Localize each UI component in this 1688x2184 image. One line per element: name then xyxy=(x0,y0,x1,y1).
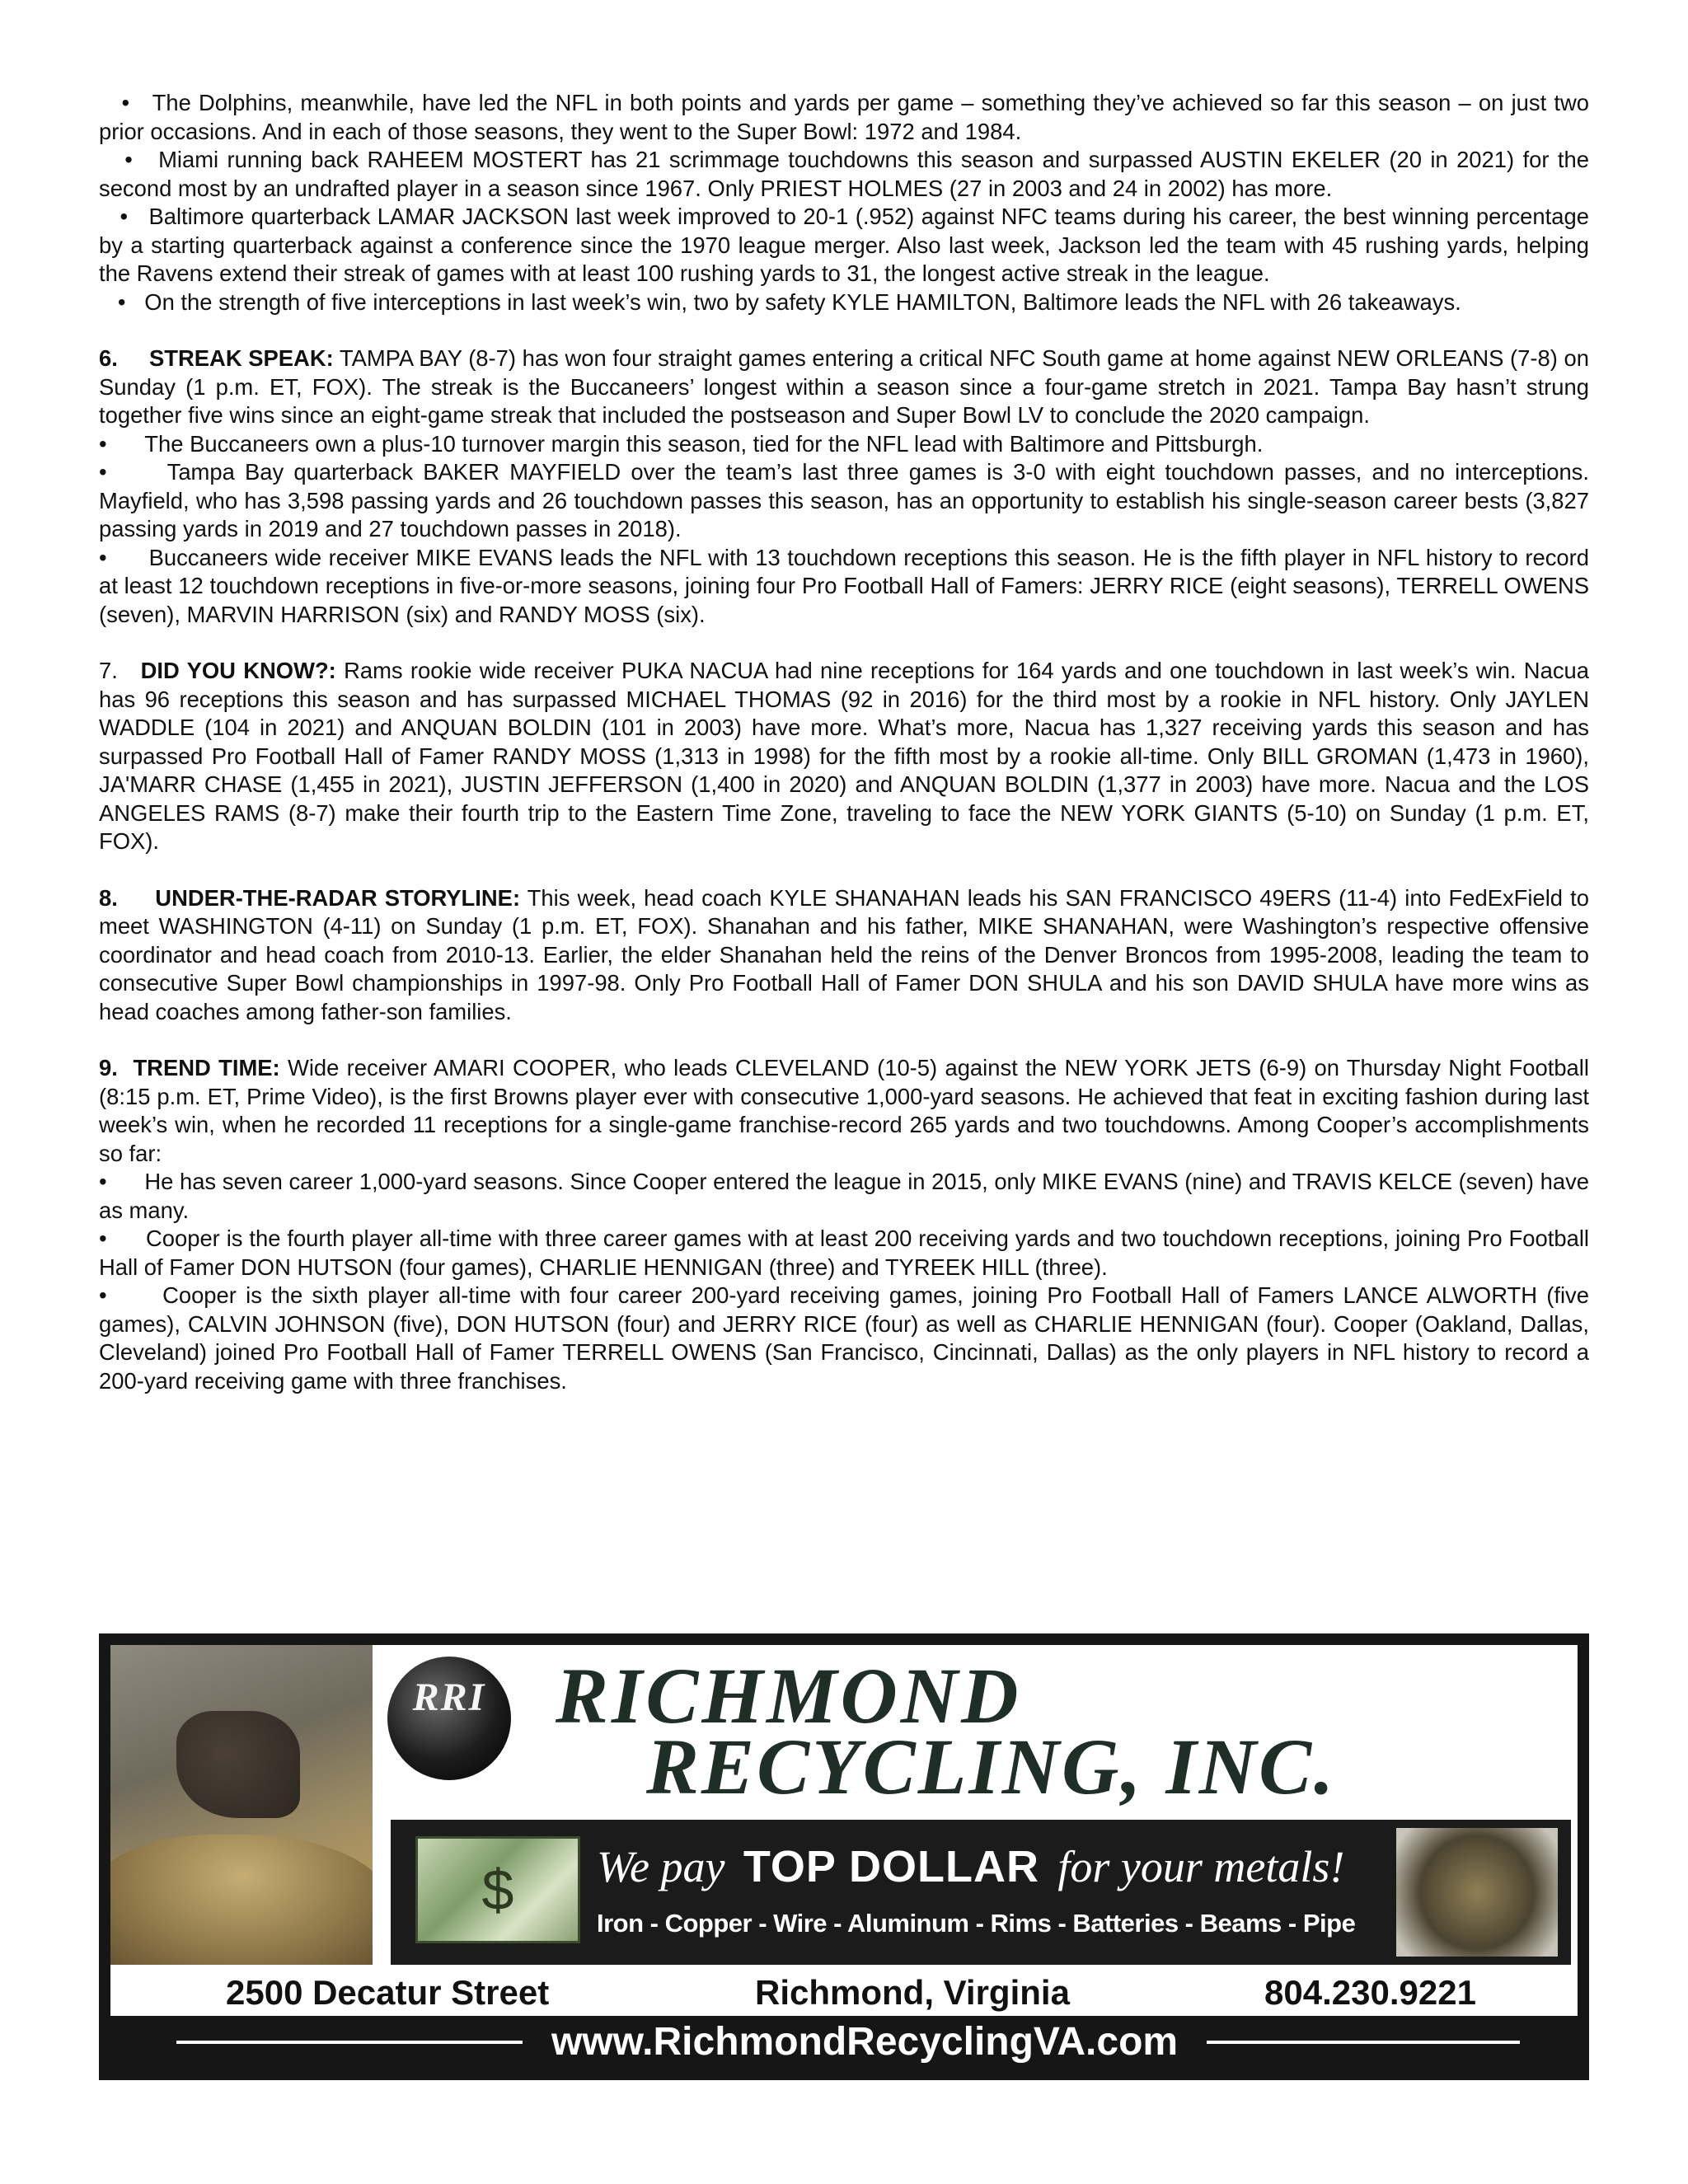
section-body: Wide receiver AMARI COOPER, who leads CLEVELAND (10-5) against the NEW YORK JETS (6-9) on Thursday Night Football (8:15 p.m. ET, Prime Video), is the first Browns player ever with consecutive 1,000-yard seasons. He achieved that feat in exciting fashion during last week’s win, when he recorded 11 receptions for a single-game franchise-record 265 yards and two touchdowns. Among Cooper’s accomplishments so far: xyxy=(99,1055,1589,1166)
city: Richmond, Virginia xyxy=(755,1973,1070,2012)
tagline-post: for your metals! xyxy=(1057,1842,1345,1891)
money-stack-icon: $ xyxy=(481,1858,514,1922)
divider xyxy=(176,2041,523,2044)
claw-icon xyxy=(176,1711,300,1818)
money-stack-photo xyxy=(415,1836,580,1943)
list-item: • Baltimore quarterback LAMAR JACKSON last week improved to 20-1 (.952) against NFC teams during his career, the best winning percentage by a starting quarterback against a conference since the 1970 league merger. Also last week, Jackson led the team with 45 rushing yards, helping the Ravens extend their streak of games with at least 100 rushing yards to 31, the longest active streak in the league. xyxy=(99,204,1589,286)
section-8 xyxy=(99,884,1589,1027)
section-heading: STREAK SPEAK: xyxy=(149,345,334,371)
scrap-metal-photo xyxy=(1396,1828,1558,1957)
list-item: • The Dolphins, meanwhile, have led the NFL in both points and yards per game – something they’ve achieved so far this season – on just two prior occasions. And in each of those seasons, they went to the Super Bowl: 1972 and 1984. xyxy=(99,90,1589,144)
contact-row xyxy=(110,1973,1578,2014)
section-paragraph xyxy=(99,1054,1589,1168)
bullet-icon: • xyxy=(99,1169,107,1194)
section-number: 9. xyxy=(99,1055,118,1080)
intro-bullets xyxy=(99,89,1589,316)
tagline-pre: We pay xyxy=(597,1842,725,1891)
company-name xyxy=(523,1650,1578,1811)
bullet-icon: • xyxy=(120,204,129,229)
tagline-top-dollar: TOP DOLLAR xyxy=(743,1842,1039,1891)
list-item: • On the strength of five interceptions in last week’s win, two by safety KYLE HAMILTON, Baltimore leads the NFL with 26 takeaways. xyxy=(117,288,1461,315)
bullet-icon: • xyxy=(99,544,107,570)
section-7 xyxy=(99,657,1589,856)
section-body: TAMPA BAY (8-7) has won four straight games entering a critical NFC South game at home against NEW ORLEANS (7-8) on Sunday (1 p.m. ET, FOX). The streak is the Buccaneers’ longest within a season since a four-game stretch in 2021. Tampa Bay hasn’t strung together five wins since an eight-game streak that included the postseason and Super Bowl LV to conclude the 2020 campaign. xyxy=(99,345,1589,428)
section-paragraph xyxy=(99,884,1589,1027)
bullet-icon: • xyxy=(99,1226,107,1251)
list-item: • The Buccaneers own a plus-10 turnover margin this season, tied for the NFL lead with Baltimore and Pittsburgh. xyxy=(99,430,1264,457)
section-9 xyxy=(99,1054,1589,1395)
phone-number: 804.230.9221 xyxy=(1264,1973,1476,2012)
list-item: • Cooper is the sixth player all-time with four career 200-yard receiving games, joining Pro Football Hall of Famers LANCE ALWORTH (five games), CALVIN JOHNSON (five), DON HUTSON (four) and JERRY RICE (four) as well as CHARLIE HENNIGAN (four). Cooper (Oakland, Dallas, Cleveland) joined Pro Football Hall of Famer TERRELL OWENS (San Francisco, Cincinnati, Dallas) as the only players in NFL history to record a 200-yard receiving game with three franchises. xyxy=(99,1282,1589,1394)
article-body xyxy=(99,89,1589,1395)
list-item: • Buccaneers wide receiver MIKE EVANS leads the NFL with 13 touchdown receptions this season. He is the fifth player in NFL history to record at least 12 touchdown receptions in five-or-more seasons, joining four Pro Football Hall of Famers: JERRY RICE (eight seasons), TERRELL OWENS (seven), MARVIN HARRISON (six) and RANDY MOSS (six). xyxy=(99,544,1590,627)
tagline-strip xyxy=(391,1820,1571,1965)
section-body: This week, head coach KYLE SHANAHAN leads his SAN FRANCISCO 49ERS (11-4) into FedExField to meet WASHINGTON (4-11) on Sunday (1 p.m. ET, FOX). Shanahan and his father, MIKE SHANAHAN, were Washington’s respective offensive coordinator and head coach from 2010-13. Earlier, the elder Shanahan held the reins of the Denver Broncos from 1995-2008, leading the team to consecutive Super Bowl championships in 1997-98. Only Pro Football Hall of Famer DON SHULA and his son DAVID SHULA have more wins as head coaches among father-son families. xyxy=(99,884,1589,1024)
section-heading: TREND TIME: xyxy=(133,1055,280,1080)
bullet-icon: • xyxy=(99,1282,107,1308)
section-body: Rams rookie wide receiver PUKA NACUA had nine receptions for 164 yards and one touchdown in last week’s win. Nacua has 96 receptions this season and has surpassed MICHAEL THOMAS (92 in 2016) for the third most by a rookie in NFL history. Only JAYLEN WADDLE (104 in 2021) and ANQUAN BOLDIN (101 in 2003) have more. What’s more, Nacua has 1,327 receiving yards this season and has surpassed Pro Football Hall of Famer RANDY MOSS (1,313 in 1998) for the fifth most by a rookie all-time. Only BILL GROMAN (1,473 in 1960), JA'MARR CHASE (1,455 in 2021), JUSTIN JEFFERSON (1,400 in 2020) and ANQUAN BOLDIN (1,377 in 2003) have more. Nacua and the LOS ANGELES RAMS (8-7) make their fourth trip to the Eastern Time Zone, traveling to face the NEW YORK GIANTS (5-10) on Sunday (1 p.m. ET, FOX). xyxy=(99,658,1589,854)
section-6 xyxy=(99,344,1589,629)
section-heading: UNDER-THE-RADAR STORYLINE: xyxy=(155,884,521,911)
bullet-icon: • xyxy=(121,90,130,115)
company-logo: RRI xyxy=(387,1657,511,1780)
section-paragraph xyxy=(99,657,1589,856)
section-number: 8. xyxy=(99,884,118,911)
brand-line-1: RICHMOND xyxy=(556,1652,1022,1740)
list-item: • Tampa Bay quarterback BAKER MAYFIELD over the team’s last three games is 3-0 with eight touchdown passes, and no interceptions. Mayfield, who has 3,598 passing yards and 26 touchdown passes this season, has an opportunity to establish his single-season career bests (3,827 passing yards in 2019 and 27 touchdown passes in 2018). xyxy=(99,459,1589,541)
bullet-icon: • xyxy=(117,288,126,315)
scrap-claw-photo xyxy=(110,1645,373,1965)
address: 2500 Decatur Street xyxy=(226,1973,550,2012)
bullet-icon: • xyxy=(99,459,107,485)
bullet-icon: • xyxy=(124,147,133,172)
materials-list: Iron - Copper - Wire - Aluminum - Rims - Batteries - Beams - Pipe xyxy=(597,1909,1356,1938)
scrap-pile-icon xyxy=(110,1835,373,1965)
tagline xyxy=(597,1841,1345,1899)
ad-panel xyxy=(110,1645,1578,2069)
bullet-icon: • xyxy=(99,430,107,457)
list-item: • He has seven career 1,000-yard seasons. Since Cooper entered the league in 2015, only MIKE EVANS (nine) and TRAVIS KELCE (seven) have as many. xyxy=(99,1169,1589,1223)
advertisement-banner xyxy=(99,1633,1589,2080)
website-link[interactable]: www.RichmondRecyclingVA.com xyxy=(551,2020,1179,2064)
brand-line-2: RECYCLING, INC. xyxy=(646,1722,1337,1811)
divider xyxy=(1207,2041,1520,2044)
section-number: 6. xyxy=(99,345,118,371)
list-item: • Miami running back RAHEEM MOSTERT has 21 scrimmage touchdowns this season and surpassed AUSTIN EKELER (20 in 2021) for the second most by an undrafted player in a season since 1967. Only PRIEST HOLMES (27 in 2003 and 24 in 2002) has more. xyxy=(99,147,1589,201)
section-heading: DID YOU KNOW?: xyxy=(140,658,336,683)
url-bar xyxy=(110,2016,1578,2069)
list-item: • Cooper is the fourth player all-time with three career games with at least 200 receiving yards and two touchdown receptions, joining Pro Football Hall of Famer DON HUTSON (four games), CHARLIE HENNIGAN (three) and TYREEK HILL (three). xyxy=(99,1226,1589,1280)
section-number: 7. xyxy=(99,658,118,683)
section-paragraph xyxy=(99,344,1589,430)
